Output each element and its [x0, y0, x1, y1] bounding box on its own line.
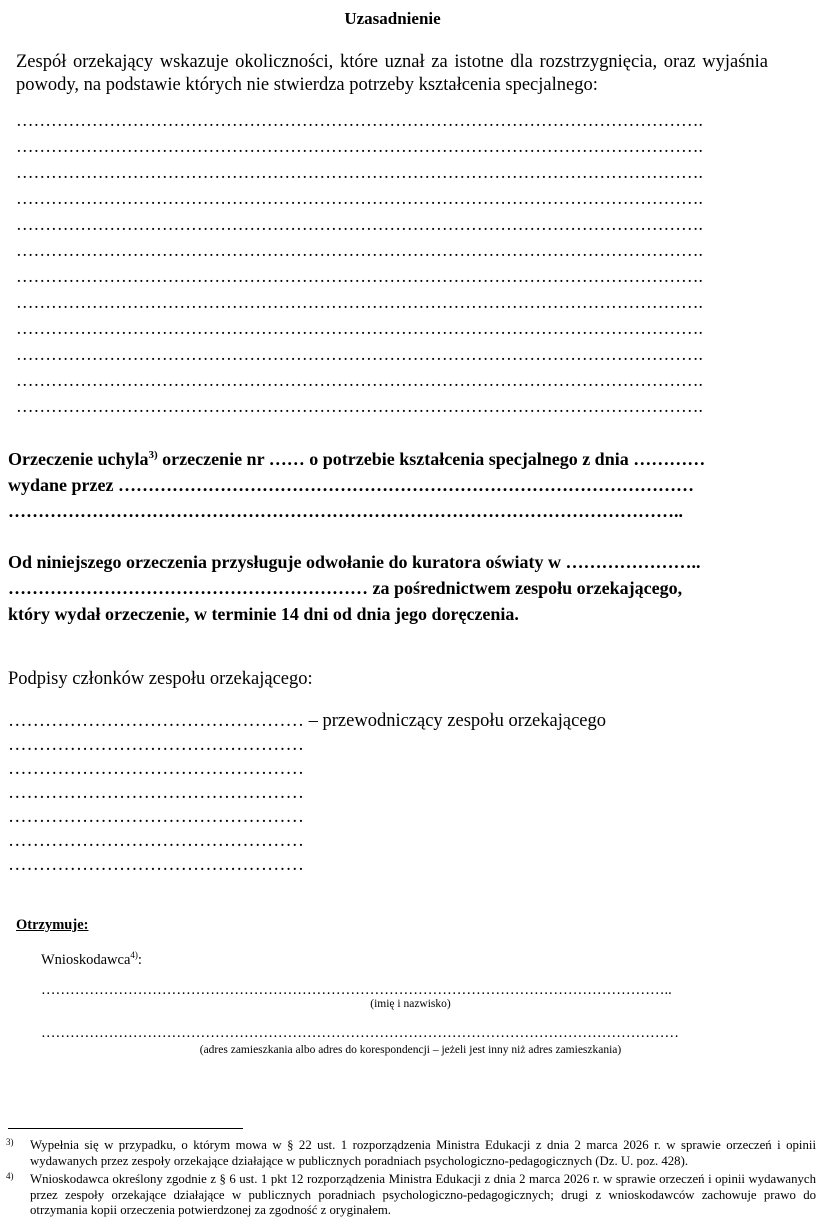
member-signature-line[interactable]: ………………………………………… — [8, 831, 304, 851]
applicant-address-dots[interactable]: …………………………………………………………………………………………………………………… — [41, 1025, 679, 1041]
recipients-heading-text: Otrzymuje: — [16, 917, 89, 933]
justification-dot-line[interactable]: ………………………………………………………………………………………………………. — [16, 370, 703, 390]
uchyla-label: Orzeczenie uchyla — [8, 449, 149, 469]
section-title: Uzasadnienie — [344, 9, 441, 28]
chair-label: – przewodniczący zespołu orzekającego — [304, 711, 607, 731]
recipients-heading — [16, 917, 88, 934]
justification-dot-line[interactable]: ………………………………………………………………………………………………………. — [16, 344, 703, 364]
applicant-name-dots[interactable]: ………………………………………………………………………………………………………………….. — [41, 982, 672, 998]
footnote-4-mark: 4) — [6, 1171, 14, 1181]
footnote-separator — [8, 1128, 243, 1129]
applicant-label-text: Wnioskodawca — [41, 951, 131, 968]
applicant-name-caption: (imię i nazwisko) — [370, 998, 451, 1010]
footnote-3-mark: 3) — [6, 1137, 14, 1147]
uchyla-line-3[interactable]: ………………………………………………………………………………………………….. — [8, 501, 683, 521]
justification-dot-line[interactable]: ………………………………………………………………………………………………………. — [16, 240, 703, 260]
member-signature-line[interactable]: ………………………………………… — [8, 807, 304, 827]
chair-signature-dots[interactable]: ………………………………………… — [8, 711, 304, 731]
appeal-line-2: …………………………………………………… za pośrednictwem zespołu orzekającego, — [8, 578, 683, 598]
justification-dot-line[interactable]: ………………………………………………………………………………………………………. — [16, 188, 703, 208]
justification-dot-line[interactable]: ………………………………………………………………………………………………………. — [16, 162, 703, 182]
member-signature-line[interactable]: ………………………………………… — [8, 855, 304, 875]
signatures-heading: Podpisy członków zespołu orzekającego: — [8, 669, 313, 689]
uchyla-text: orzeczenie nr …… o potrzebie kształcenia specjalnego z dnia ………… — [157, 449, 706, 469]
footnote-3-text: Wypełnia się w przypadku, o którym mowa w § 22 ust. 1 rozporządzenia Ministra Edukacji z dnia 2 marca 2026 r. w sprawie orzeczeń i opinii wydawanych przez zespoły orzekające działające w publicznych poradniach psychologiczno-pedagogicznych (Dz. U. poz. 428). — [30, 1138, 816, 1168]
chair-signature-line[interactable] — [8, 711, 606, 732]
justification-dot-line[interactable]: ………………………………………………………………………………………………………. — [16, 110, 703, 130]
justification-dot-line[interactable]: ………………………………………………………………………………………………………. — [16, 266, 703, 286]
uchyla-line-2[interactable]: wydane przez …………………………………………………………………………………… — [8, 475, 694, 495]
appeal-line-3: który wydał orzeczenie, w terminie 14 dni od dnia jego doręczenia. — [8, 604, 519, 624]
footnote-ref-4: 4) — [130, 950, 138, 960]
member-signature-line[interactable]: ………………………………………… — [8, 783, 304, 803]
applicant-address-caption: (adres zamieszkania albo adres do korespondencji – jeżeli jest inny niż adres zamieszkania) — [199, 1044, 622, 1056]
appeal-line-1: Od niniejszego orzeczenia przysługuje odwołanie do kuratora oświaty w ………………….. — [8, 552, 701, 572]
justification-dot-line[interactable]: ………………………………………………………………………………………………………. — [16, 214, 703, 234]
intro-paragraph: Zespół orzekający wskazuje okoliczności, które uznał za istotne dla rozstrzygnięcia, oraz wyjaśnia powody, na podstawie których nie stwierdza potrzeby kształcenia specjalnego: — [16, 52, 768, 95]
justification-dot-line[interactable]: ………………………………………………………………………………………………………. — [16, 318, 703, 338]
justification-dot-line[interactable]: ………………………………………………………………………………………………………. — [16, 136, 703, 156]
footnote-ref-3: 3) — [148, 449, 158, 461]
footnote-4-text: Wnioskodawca określony zgodnie z § 6 ust. 1 pkt 12 rozporządzenia Ministra Edukacji z dnia 2 marca 2026 r. w sprawie orzeczeń i opinii wydawanych przez zespoły orzekające działające w publicznych poradniach psychologiczno-pedagogicznych; drugi z wnioskodawców zachowuje prawo do otrzymania kopii orzeczenia potwierdzonej za zgodność z oryginałem. — [30, 1172, 816, 1217]
applicant-label — [41, 950, 142, 969]
applicant-colon: : — [137, 951, 142, 968]
member-signature-line[interactable]: ………………………………………… — [8, 735, 304, 755]
justification-dot-line[interactable]: ………………………………………………………………………………………………………. — [16, 292, 703, 312]
justification-dot-line[interactable]: ………………………………………………………………………………………………………. — [16, 396, 703, 416]
uchyla-line-1 — [8, 449, 705, 470]
member-signature-line[interactable]: ………………………………………… — [8, 759, 304, 779]
